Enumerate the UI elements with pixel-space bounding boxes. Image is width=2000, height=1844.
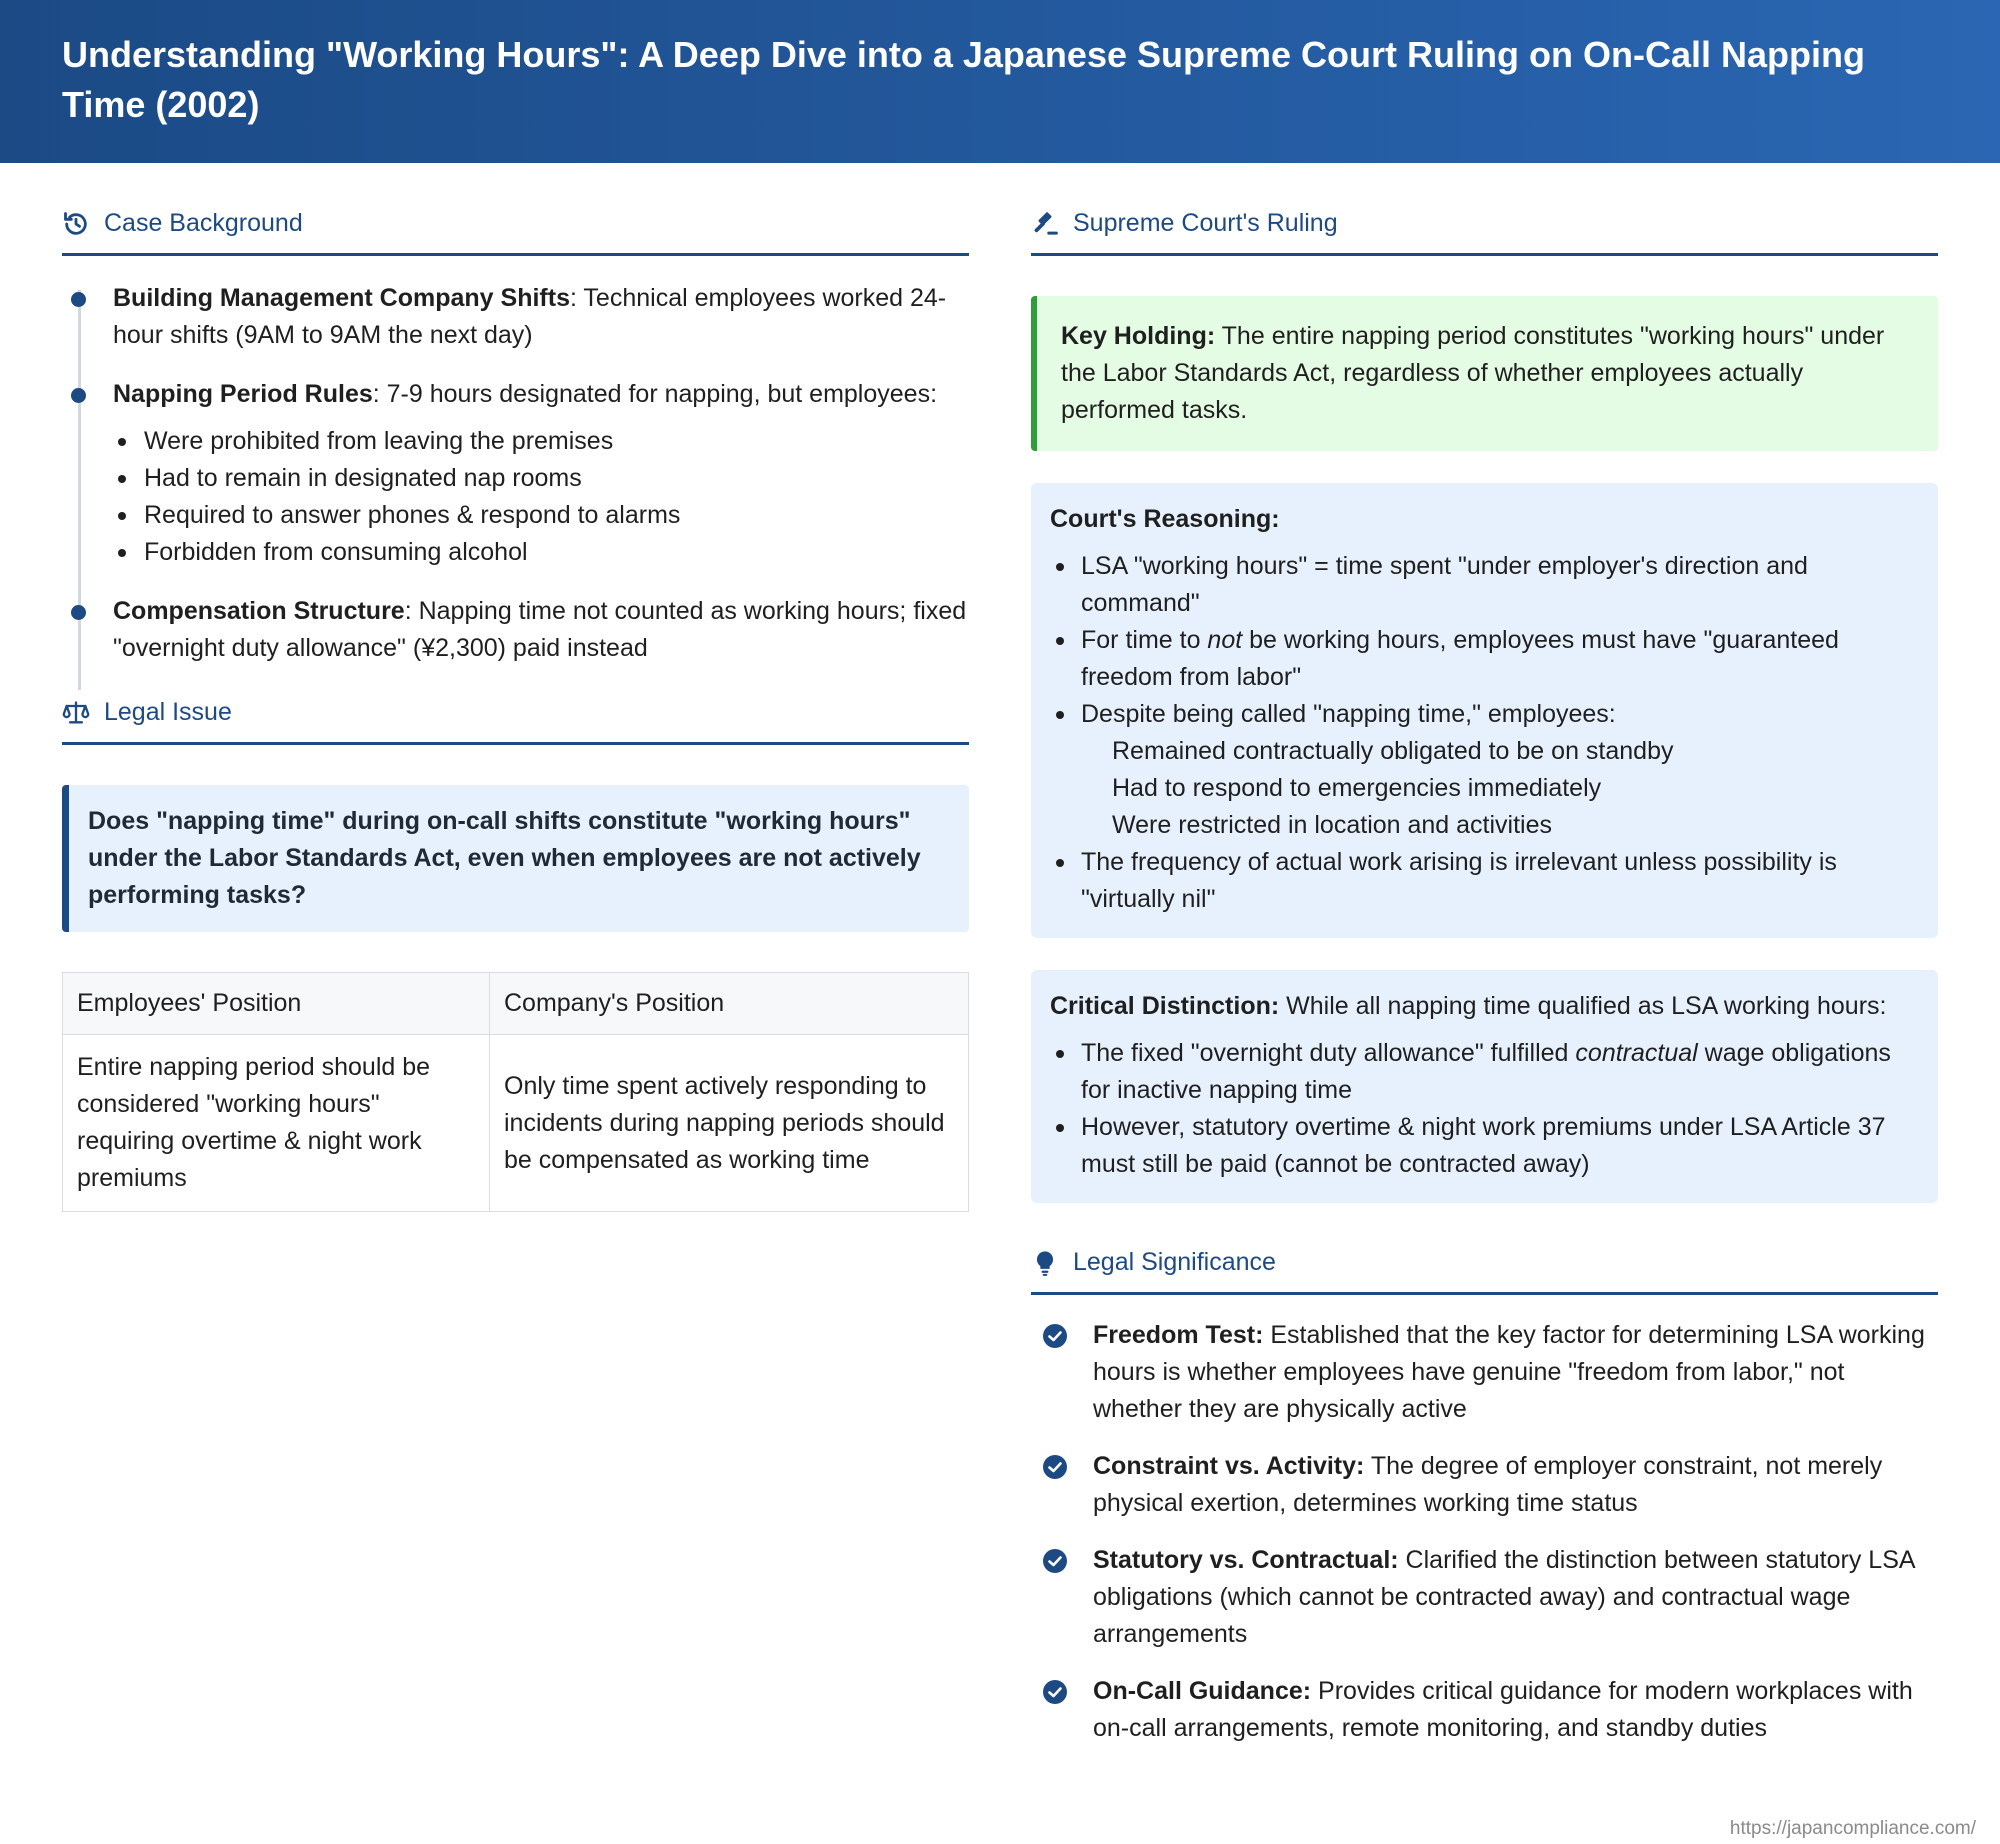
list-item-text: Established that the key factor for determining LSA working hours is whether employees have genuine "freedom from labor," not whether they are physically active xyxy=(1093,1321,1925,1423)
timeline-dot xyxy=(71,388,86,403)
list-item xyxy=(1050,696,1914,844)
page-title: Understanding "Working Hours": A Deep Dive into a Japanese Supreme Court Ruling on On-Call Napping Time (2002) xyxy=(62,34,1865,125)
section-ruling-header xyxy=(1031,200,1938,256)
panel-intro-text: While all napping time qualified as LSA working hours: xyxy=(1279,992,1887,1020)
timeline-item-label: Compensation Structure xyxy=(113,597,405,625)
list-item: The frequency of actual work arising is irrelevant unless possibility is "virtually nil" xyxy=(1050,844,1914,918)
napping-rules-list xyxy=(113,423,969,571)
distinction-list xyxy=(1050,1035,1914,1183)
table-header-row xyxy=(63,973,969,1035)
key-holding-text: The entire napping period constitutes "working hours" under the Labor Standards Act, regardless of whether employees actually performed tasks. xyxy=(1061,322,1885,424)
list-item-text: wage obligations for inactive napping time xyxy=(1081,1039,1891,1104)
timeline-item xyxy=(113,593,969,667)
legal-question-box: Does "napping time" during on-call shifts constitute "working hours" under the Labor Standards Act, even when employees are not actively performing tasks? xyxy=(62,785,969,932)
check-circle-icon xyxy=(1043,1324,1067,1348)
timeline-dot xyxy=(71,605,86,620)
table-header-cell: Employees' Position xyxy=(63,973,490,1035)
list-item-text: Provides critical guidance for modern workplaces with on-call arrangements, remote monitoring, and standby duties xyxy=(1093,1677,1913,1742)
table-cell: Only time spent actively responding to incidents during napping periods should be compensated as working time xyxy=(490,1035,969,1212)
check-circle-icon xyxy=(1043,1680,1067,1704)
list-item xyxy=(1031,1542,1938,1653)
court-reasoning-panel xyxy=(1031,483,1938,938)
list-item-text: The degree of employer constraint, not merely physical exertion, determines working time status xyxy=(1093,1452,1883,1517)
nested-list-item: Were restricted in location and activities xyxy=(1112,811,1553,839)
list-item xyxy=(1050,622,1914,696)
gavel-icon xyxy=(1031,210,1059,238)
timeline-item-text: : Technical employees worked 24-hour shifts (9AM to 9AM the next day) xyxy=(113,284,947,349)
section-case-background-header xyxy=(62,200,969,256)
timeline-item-text: : 7-9 hours designated for napping, but employees: xyxy=(372,380,938,408)
panel-intro xyxy=(1050,988,1914,1025)
nested-list-item: Had to respond to emergencies immediately xyxy=(1112,774,1602,802)
list-item-label: On-Call Guidance: xyxy=(1093,1677,1312,1705)
list-item xyxy=(1031,1673,1938,1747)
section-title: Legal Issue xyxy=(104,698,232,726)
key-holding-box xyxy=(1031,296,1938,451)
list-item xyxy=(1031,1317,1938,1428)
timeline-item-label: Napping Period Rules xyxy=(113,380,373,408)
lightbulb-icon xyxy=(1031,1249,1059,1277)
emphasis-text: contractual xyxy=(1575,1039,1698,1067)
list-item: Required to answer phones & respond to alarms xyxy=(113,497,969,534)
table-header-cell: Company's Position xyxy=(490,973,969,1035)
timeline-item-label: Building Management Company Shifts xyxy=(113,284,570,312)
positions-table xyxy=(62,972,969,1212)
footer-url: https://japancompliance.com/ xyxy=(1729,1818,1976,1839)
timeline-item xyxy=(113,376,969,571)
timeline-item xyxy=(113,280,969,354)
list-item-label: Freedom Test: xyxy=(1093,1321,1264,1349)
critical-distinction-panel xyxy=(1031,970,1938,1203)
list-item xyxy=(1031,1448,1938,1522)
list-item-label: Statutory vs. Contractual: xyxy=(1093,1546,1399,1574)
check-circle-icon xyxy=(1043,1549,1067,1573)
scale-icon xyxy=(62,699,90,727)
emphasis-text: not xyxy=(1207,626,1243,654)
list-item-text: For time to xyxy=(1081,626,1208,654)
list-item: LSA "working hours" = time spent "under employer's direction and command" xyxy=(1050,548,1914,622)
panel-title: Court's Reasoning: xyxy=(1050,505,1280,533)
right-column xyxy=(1031,200,1938,1767)
timeline-dot xyxy=(71,292,86,307)
case-background-timeline xyxy=(62,280,969,667)
key-holding-label: Key Holding: xyxy=(1061,322,1216,350)
panel-title: Critical Distinction: xyxy=(1050,992,1280,1020)
timeline-item-text: : Napping time not counted as working hours; fixed "overnight duty allowance" (¥2,300) paid instead xyxy=(113,597,967,662)
nested-list-item: Remained contractually obligated to be on standby xyxy=(1112,737,1674,765)
section-title: Case Background xyxy=(104,209,303,237)
list-item-text: Despite being called "napping time," employees: xyxy=(1081,700,1616,728)
list-item: Had to remain in designated nap rooms xyxy=(113,460,969,497)
list-item xyxy=(1050,1035,1914,1109)
significance-list xyxy=(1031,1317,1938,1747)
check-circle-icon xyxy=(1043,1455,1067,1479)
section-title: Legal Significance xyxy=(1073,1248,1276,1276)
table-cell: Entire napping period should be considered "working hours" requiring overtime & night work premiums xyxy=(63,1035,490,1212)
list-item: Forbidden from consuming alcohol xyxy=(113,534,969,571)
history-icon xyxy=(62,210,90,238)
list-item-label: Constraint vs. Activity: xyxy=(1093,1452,1365,1480)
left-column xyxy=(62,200,969,1212)
section-significance-header xyxy=(1031,1239,1938,1295)
list-item-text: The fixed "overnight duty allowance" fulfilled xyxy=(1081,1039,1576,1067)
list-item: Were prohibited from leaving the premises xyxy=(113,423,969,460)
timeline-line xyxy=(78,290,81,690)
table-row xyxy=(63,1035,969,1212)
nested-list xyxy=(1081,733,1914,844)
reasoning-list xyxy=(1050,548,1914,918)
list-item-text: be working hours, employees must have "guaranteed freedom from labor" xyxy=(1081,626,1839,691)
list-item: However, statutory overtime & night work premiums under LSA Article 37 must still be paid (cannot be contracted away) xyxy=(1050,1109,1914,1183)
section-title: Supreme Court's Ruling xyxy=(1073,209,1338,237)
list-item-text: Clarified the distinction between statutory LSA obligations (which cannot be contracted away) and contractual wage arrangements xyxy=(1093,1546,1915,1648)
section-legal-issue-header xyxy=(62,689,969,745)
page-header xyxy=(0,0,2000,163)
